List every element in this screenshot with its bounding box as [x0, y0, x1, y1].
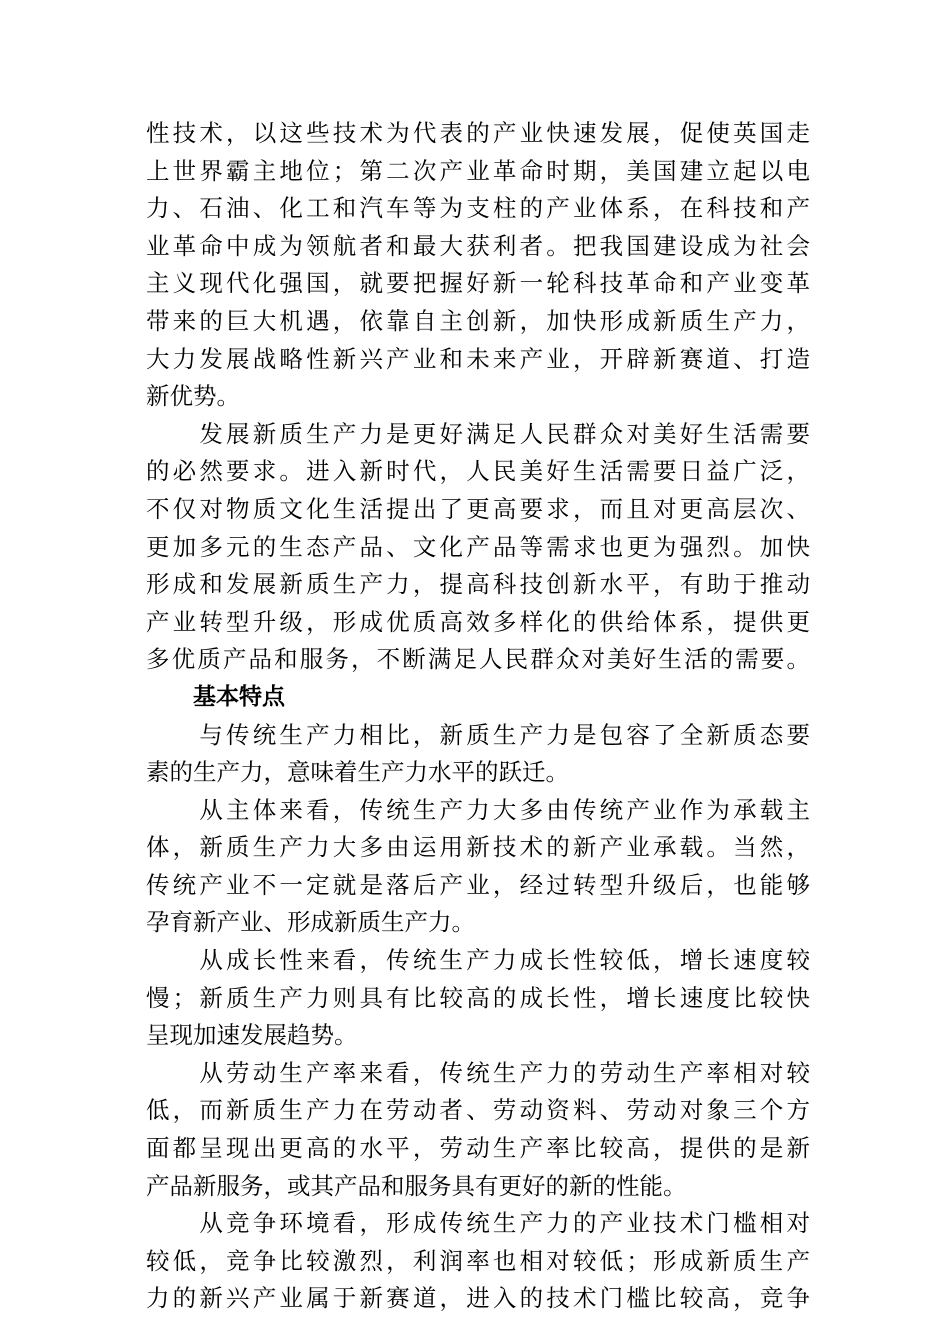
text-line: 从成长性来看，传统生产力成长性较低，增长速度较 [146, 946, 810, 975]
text-line: 慢；新质生产力则具有比较高的成长性，增长速度比较快 [146, 983, 810, 1012]
text-line: 多优质产品和服务，不断满足人民群众对美好生活的需要。 [146, 645, 810, 674]
text-line: 产品新服务，或其产品和服务具有更好的新的性能。 [146, 1171, 687, 1200]
text-line: 发展新质生产力是更好满足人民群众对美好生活需要 [146, 419, 810, 448]
text-line: 与传统生产力相比，新质生产力是包容了全新质态要 [146, 720, 810, 749]
text-line: 不仅对物质文化生活提出了更高要求，而且对更高层次、 [146, 494, 810, 523]
paragraph [146, 115, 810, 416]
text-line: 带来的巨大机遇，依靠自主创新，加快形成新质生产力， [146, 306, 810, 335]
document-page [146, 115, 810, 1318]
paragraph [146, 416, 810, 679]
paragraph [146, 1205, 810, 1318]
text-line: 力的新兴产业属于新赛道，进入的技术门槛比较高，竞争 [146, 1284, 810, 1313]
text-line: 产业转型升级，形成优质高效多样化的供给体系，提供更 [146, 607, 810, 636]
text-line: 上世界霸主地位；第二次产业革命时期，美国建立起以电 [146, 156, 810, 185]
section-heading: 基本特点 [193, 683, 285, 710]
text-line: 孕育新产业、形成新质生产力。 [146, 908, 475, 937]
paragraph [146, 717, 810, 792]
text-line: 从主体来看，传统生产力大多由传统产业作为承载主 [146, 795, 810, 824]
text-line: 素的生产力，意味着生产力水平的跃迁。 [146, 758, 569, 787]
paragraph [146, 942, 810, 1055]
text-line: 体，新质生产力大多由运用新技术的新产业承载。当然， [146, 833, 810, 862]
text-line: 传统产业不一定就是落后产业，经过转型升级后，也能够 [146, 870, 810, 899]
text-line: 业革命中成为领航者和最大获利者。把我国建设成为社会 [146, 231, 810, 260]
paragraph [146, 1055, 810, 1205]
text-line: 较低，竞争比较激烈，利润率也相对较低；形成新质生产 [146, 1246, 810, 1275]
text-line: 从劳动生产率来看，传统生产力的劳动生产率相对较 [146, 1058, 810, 1087]
text-line: 性技术，以这些技术为代表的产业快速发展，促使英国走 [146, 119, 810, 147]
text-line: 面都呈现出更高的水平，劳动生产率比较高，提供的是新 [146, 1134, 810, 1163]
text-line: 呈现加速发展趋势。 [146, 1021, 358, 1050]
text-line: 力、石油、化工和汽车等为支柱的产业体系，在科技和产 [146, 194, 810, 223]
text-line: 低，而新质生产力在劳动者、劳动资料、劳动对象三个方 [146, 1096, 810, 1125]
text-line: 更加多元的生态产品、文化产品等需求也更为强烈。加快 [146, 532, 810, 561]
text-line: 形成和发展新质生产力，提高科技创新水平，有助于推动 [146, 570, 810, 599]
text-line: 新优势。 [146, 382, 240, 411]
text-line: 大力发展战略性新兴产业和未来产业，开辟新赛道、打造 [146, 344, 810, 373]
text-line: 的必然要求。进入新时代，人民美好生活需要日益广泛， [146, 457, 810, 486]
text-line: 主义现代化强国，就要把握好新一轮科技革命和产业变革 [146, 269, 810, 298]
text-line: 从竞争环境看，形成传统生产力的产业技术门槛相对 [146, 1209, 810, 1238]
paragraph [146, 792, 810, 942]
